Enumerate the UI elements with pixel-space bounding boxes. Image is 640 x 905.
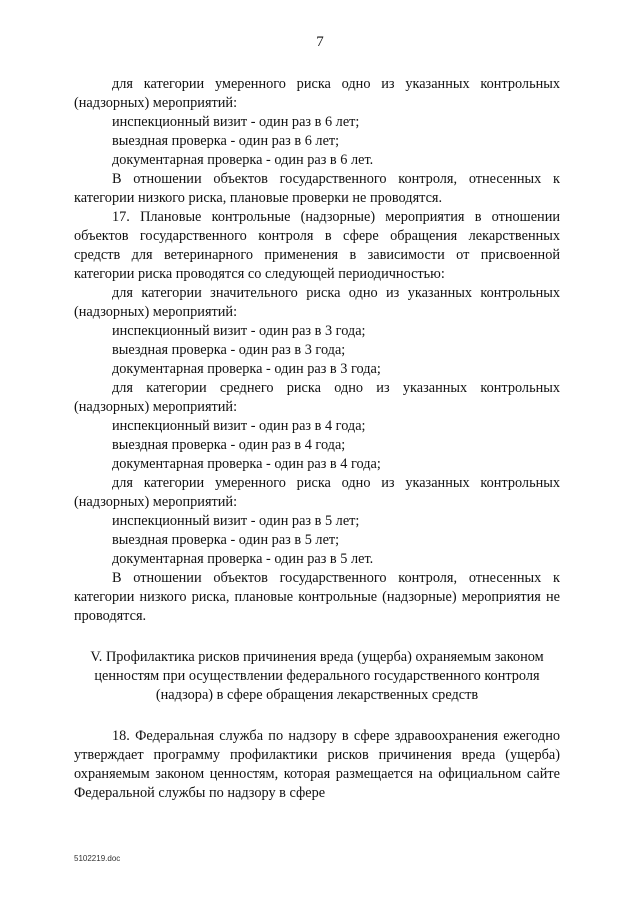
section-heading: V. Профилактика рисков причинения вреда (ущерба) охраняемым законом ценностям при осуществлении федерального государственного контроля (надзора) в сфере обращения лекарственных средств <box>90 649 544 703</box>
paragraph: инспекционный визит - один раз в 4 года; <box>112 418 366 434</box>
paragraph-group <box>74 75 560 626</box>
paragraph: документарная проверка - один раз в 5 лет. <box>112 551 374 567</box>
paragraph: выездная проверка - один раз в 4 года; <box>112 437 346 453</box>
paragraph: инспекционный визит - один раз в 3 года; <box>112 323 366 339</box>
page-number: 7 <box>316 34 324 50</box>
paragraph: В отношении объектов государственного контроля, отнесенных к категории низкого риска, плановые проверки не проводятся. <box>74 171 560 206</box>
paragraph: документарная проверка - один раз в 3 года; <box>112 361 381 377</box>
paragraph: 18. Федеральная служба по надзору в сфере здравоохранения ежегодно утверждает программу профилактики рисков причинения вреда (ущерба) охраняемым законом ценностям, которая размещается на официальном сайте Федеральной службы по надзору в сфере <box>74 728 560 801</box>
file-name-footer: 5102219.doc <box>74 854 121 863</box>
paragraph: инспекционный визит - один раз в 6 лет; <box>112 114 360 130</box>
paragraph: выездная проверка - один раз в 3 года; <box>112 342 346 358</box>
paragraph: документарная проверка - один раз в 6 лет. <box>112 152 374 168</box>
paragraph: для категории среднего риска одно из указанных контрольных (надзорных) мероприятий: <box>74 380 560 415</box>
paragraph: документарная проверка - один раз в 4 года; <box>112 456 381 472</box>
paragraph: выездная проверка - один раз в 5 лет; <box>112 532 340 548</box>
paragraph: для категории умеренного риска одно из указанных контрольных (надзорных) мероприятий: <box>74 475 560 510</box>
paragraph: для категории умеренного риска одно из указанных контрольных (надзорных) мероприятий: <box>74 76 560 111</box>
paragraph: 17. Плановые контрольные (надзорные) мероприятия в отношении объектов государственного контроля в сфере обращения лекарственных средств для ветеринарного применения в зависимости от присвоенной категории риска проводятся со следующей периодичностью: <box>74 209 560 282</box>
paragraph: В отношении объектов государственного контроля, отнесенных к категории низкого риска, плановые контрольные (надзорные) мероприятия не проводятся. <box>74 570 560 624</box>
paragraph-group <box>74 727 560 803</box>
paragraph: инспекционный визит - один раз в 5 лет; <box>112 513 360 529</box>
paragraph: для категории значительного риска одно из указанных контрольных (надзорных) мероприятий: <box>74 285 560 320</box>
document-body <box>74 75 560 803</box>
paragraph: выездная проверка - один раз в 6 лет; <box>112 133 340 149</box>
